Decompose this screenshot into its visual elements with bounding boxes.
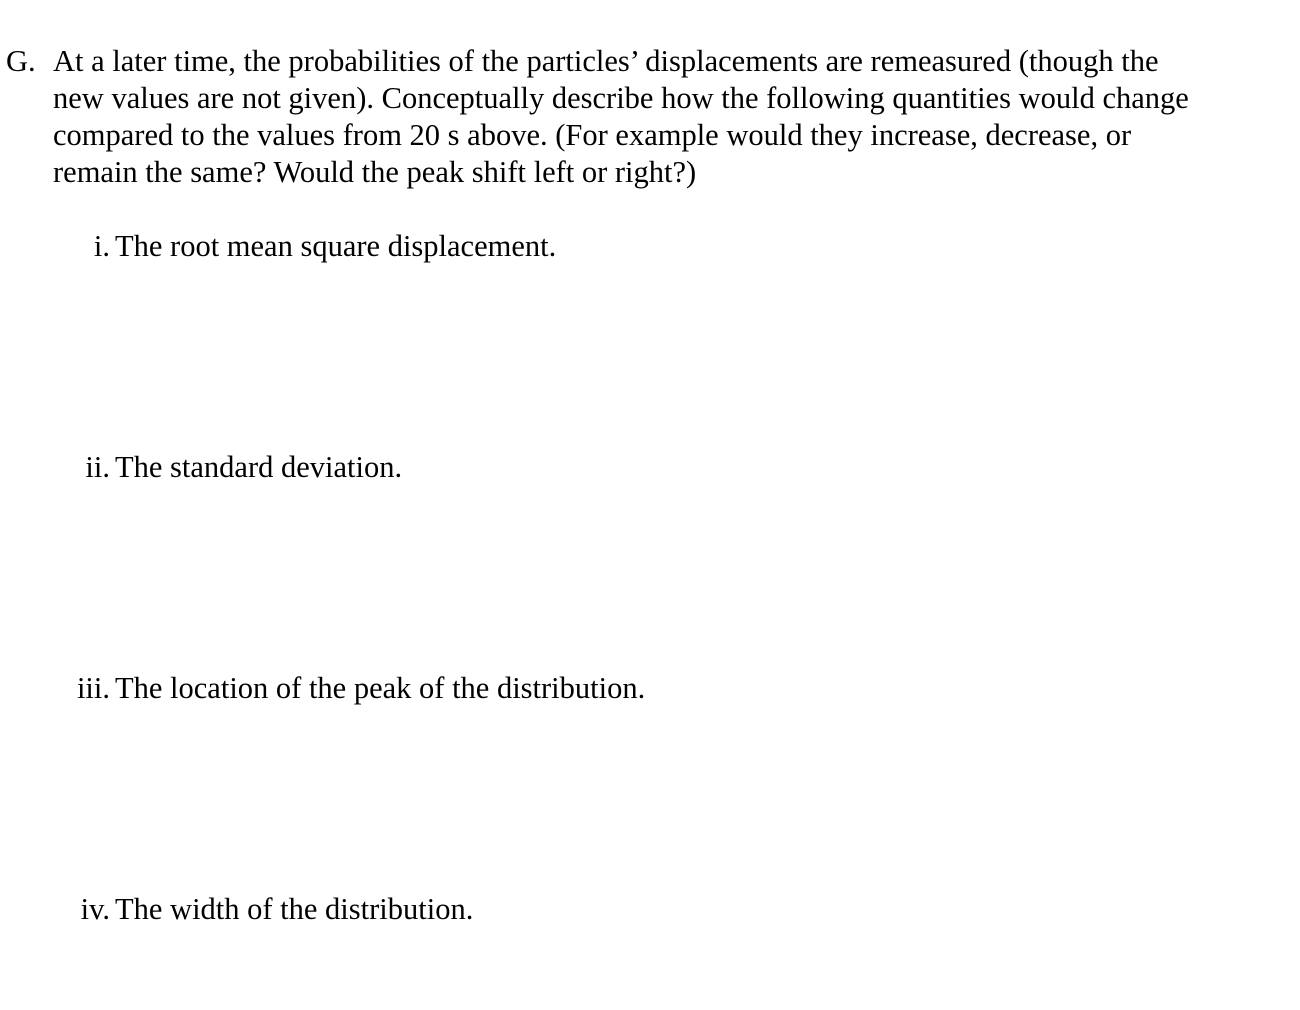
sub-item-number: i. <box>93 229 110 263</box>
sub-item-text: The standard deviation. <box>115 450 403 484</box>
sub-item-text: The location of the peak of the distribution. <box>115 671 646 705</box>
sub-item-number: iv. <box>80 892 110 926</box>
question-line: At a later time, the probabilities of the particles’ displacements are remeasured (though the <box>53 44 1159 78</box>
sub-item-number: ii. <box>85 450 110 484</box>
sub-item-text: The root mean square displacement. <box>115 229 557 263</box>
question-line: remain the same? Would the peak shift left or right?) <box>53 155 697 189</box>
sub-item-iv <box>0 889 1300 929</box>
question-label: G. <box>6 44 36 78</box>
sub-item-number: iii. <box>76 671 110 705</box>
question-line: new values are not given). Conceptually describe how the following quantities would change <box>53 81 1189 115</box>
question-line: compared to the values from 20 s above. (For example would they increase, decrease, or <box>53 118 1132 152</box>
sub-item-ii <box>0 447 1300 487</box>
sub-item-iii <box>0 668 1300 708</box>
sub-item-i <box>0 226 1300 266</box>
question-text <box>53 43 1278 191</box>
sub-item-text: The width of the distribution. <box>115 892 474 926</box>
